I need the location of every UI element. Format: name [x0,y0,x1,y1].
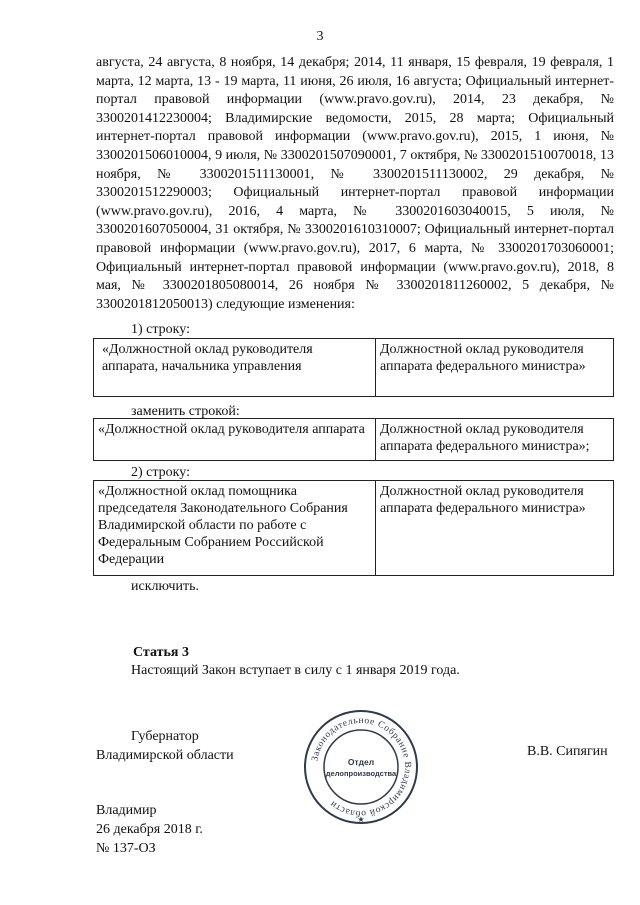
amendment-sources-paragraph: августа, 24 августа, 8 ноября, 14 декабря; 2014, 11 января, 15 февраля, 19 февраля, 1 марта, 12 марта, 13 - 19 марта, 11 июня, 26 июля, 16 августа; Официальный интернет-портал правовой информации (www.pravo.gov.ru), 2014, 23 декабря, № 3300201412230004; Владимирские ведомости, 2015, 28 марта; Официальный интернет-портал правовой информации (www.pravo.gov.ru), 2015, 1 июня, № 3300201506010004, 9 июля, № 3300201507090001, 7 октября, № 3300201510070018, 13 ноября, № 3300201511130001, № 3300201511130002, 29 декабря, № 3300201512290003; Официальный интернет-портал правовой информации (www.pravo.gov.ru), 2016, 4 марта, № 3300201603040015, 5 июля, № 3300201607050004, 31 октября, № 3300201610310007; Официальный интернет-портал правовой информации (www.pravo.gov.ru), 2017, 6 марта, № 3300201703060001; Официальный интернет-портал правовой информации (www.pravo.gov.ru), 2018, 8 мая, № 3300201805080014, 26 ноября № 3300201811260002, 5 декабря, № 3300201812050013) следующие изменения: [96,55,614,312]
signatory-title-line-2: Владимирской области [96,748,234,763]
stamp-center-line-2: делопроизводства [325,769,397,778]
table-row-original-1 [93,338,614,397]
article-3-text: Настоящий Закон вступает в силу с 1 января 2019 года. [131,663,460,678]
replace-label: заменить строкой: [131,404,240,419]
article-3-title: Статья 3 [133,645,189,660]
signatory-title-line-1: Губернатор [131,729,199,744]
stamp-center-line-1: Отдел [347,757,375,767]
law-number: № 137-ОЗ [96,841,156,856]
office-stamp-icon [303,709,419,825]
exclude-label: исключить. [131,579,199,594]
row-3-left-cell: «Должностной оклад помощника председателя Законодательного Собрания Владимирской области по работе с Федеральным Собранием Российской Федерации [94,481,376,575]
place-and-date-block [96,801,203,858]
row-3-right-cell: Должностной оклад руководителя аппарата федерального министра» [380,484,586,516]
row-1-left-cell: «Должностной оклад руководителя аппарата, начальника управления [94,339,376,396]
table-row-original-2 [93,480,614,576]
table-row-replacement [93,418,614,461]
item-1-label: 1) строку: [131,322,190,337]
row-2-right-cell: Должностной оклад руководителя аппарата федерального министра»; [380,422,590,454]
row-2-left-cell: «Должностной оклад руководителя аппарата [94,419,376,460]
row-1-right-cell: Должностной оклад руководителя аппарата федерального министра» [380,342,586,374]
stamp-ring-text: Законодательное Собрание Владимирской области [310,715,413,819]
item-2-label: 2) строку: [131,465,190,480]
stamp-star-icon: ★ [357,815,365,824]
place-city: Владимир [96,803,157,818]
page-number: 3 [316,29,324,44]
law-date: 26 декабря 2018 г. [96,822,203,837]
signatory-title [96,727,234,765]
signatory-name: В.В. Сипягин [527,744,608,759]
